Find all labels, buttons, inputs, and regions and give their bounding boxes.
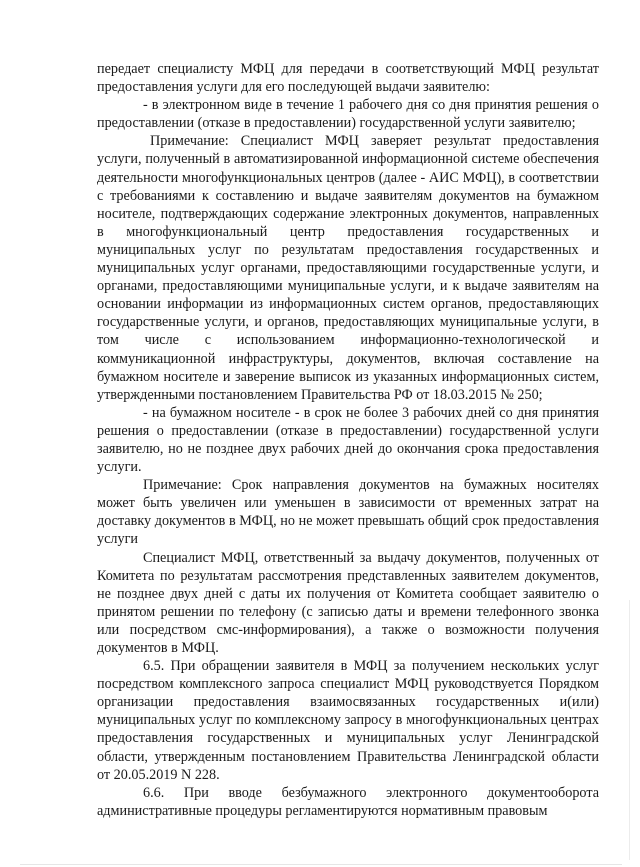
- paragraph-result-transfer: передает специалисту МФЦ для передачи в соответствующий МФЦ результат предоставления услуги для его последующей выдачи заявителю:: [97, 61, 599, 96]
- paragraph-specialist-notification: Специалист МФЦ, ответственный за выдачу документов, полученных от Комитета по результатам рассмотрения представленных заявителем документов, не позднее двух дней с даты их получения от Комитета сообщает заявителю о принятом решении по телефону (с записью даты и времени телефонного звонка или посредством смс-информирования), а также о возможности получения документов в МФЦ.: [97, 549, 599, 656]
- paragraph-electronic-delivery: - в электронном виде в течение 1 рабочего дня со дня принятия решения о предоставлении (отказе в предоставлении) государственной услуги заявителю;: [97, 97, 599, 132]
- page-bottom-edge: [20, 864, 622, 865]
- paragraph-note-certification: Примечание: Специалист МФЦ заверяет результат предоставления услуги, полученный в автоматизированной информационной системе обеспечения деятельности многофункциональных центров (далее - АИС МФЦ), в соответствии с требованиями к составлению и выдаче заявителям документов на бумажном носителе, подтверждающих содержание электронных документов, направленных в многофункциональный центр предоставления государственных и муниципальных услуг по результатам предоставления государственных и муниципальных услуг органами, предоставляющими государственные услуги, и органами, предоставляющими муниципальные услуги, и к выдаче заявителям на основании информации из информационных систем органов, предоставляющих государственные услуги, и органов, предоставляющих муниципальные услуги, в том числе с использованием информационно-технологической и коммуникационной инфраструктуры, документов, включая составление на бумажном носителе и заверение выписок из указанных информационных систем, утвержденными постановлением Правительства РФ от 18.03.2015 № 250;: [97, 133, 599, 403]
- paragraph-section-6-6: 6.6. При вводе безбумажного электронного документооборота административные процедуры регламентируются нормативным правовым: [97, 784, 599, 819]
- paragraph-note-delivery-term: Примечание: Срок направления документов на бумажных носителях может быть увеличен или уменьшен в зависимости от временных затрат на доставку документов в МФЦ, но не может превышать общий срок предоставления услуги: [97, 477, 599, 548]
- scan-edge-shadow: [629, 600, 630, 860]
- paragraph-paper-delivery: - на бумажном носителе - в срок не более 3 рабочих дней со дня принятия решения о предоставлении (отказе в предоставлении) государственной услуги заявителю, но не позднее двух рабочих дней до окончания срока предоставления услуги.: [97, 404, 599, 476]
- document-body: [97, 60, 599, 820]
- paragraph-section-6-5: 6.5. При обращении заявителя в МФЦ за получением нескольких услуг посредством комплексного запроса специалист МФЦ руководствуется Порядком организации предоставления взаимосвязанных государственных и(или) муниципальных услуг по комплексному запросу в многофункциональных центрах предоставления государственных и муниципальных услуг Ленинградской области, утвержденным постановлением Правительства Ленинградской области от 20.05.2019 N 228.: [97, 658, 599, 783]
